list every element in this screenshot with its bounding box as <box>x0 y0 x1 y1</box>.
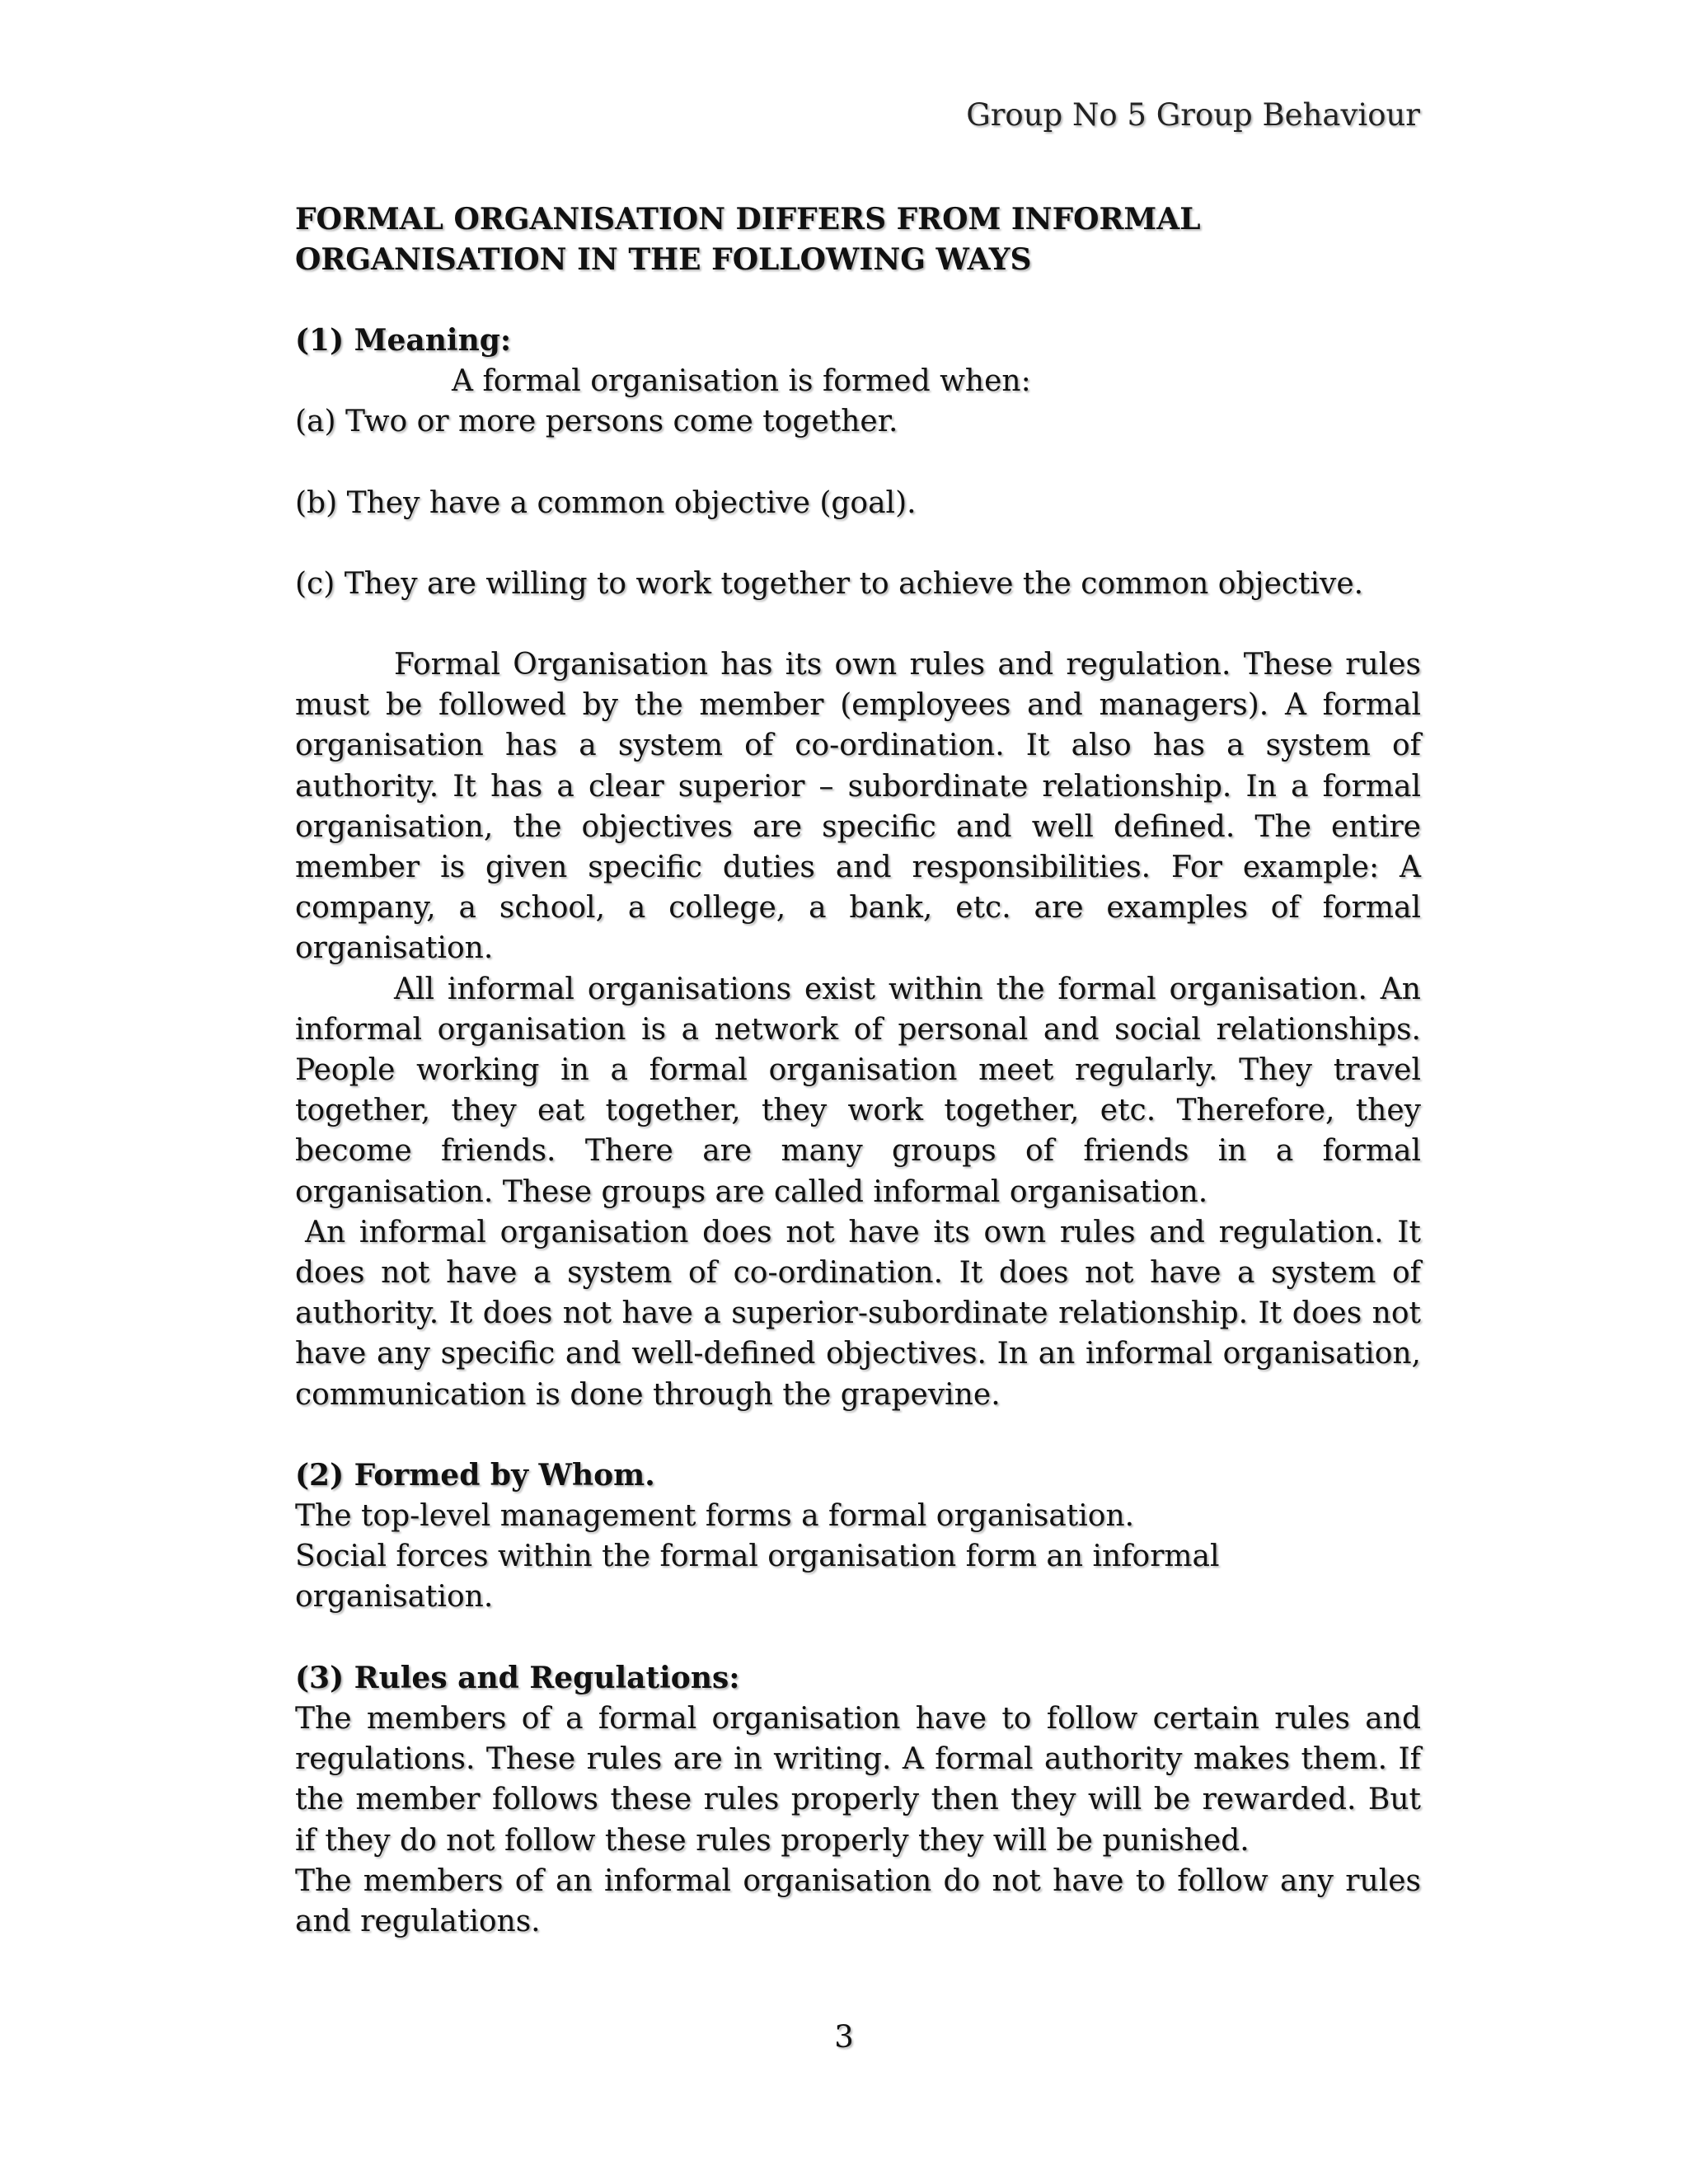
page-number: 3 <box>834 2019 854 2055</box>
paragraph-informal-characteristics: An informal organisation does not have its own rules and regulation. It does not have a system of co-ordination. It does not have a system of authority. It does not have a superior-subordinate relationship. It does not have any specific and well-defined objectives. In an informal organisation, communication is done through the grapevine. <box>295 1215 1421 1412</box>
page-title <box>295 199 1202 280</box>
page-content <box>295 199 1421 1942</box>
list-item: (c) They are willing to work together to achieve the common objective. <box>295 566 1364 601</box>
page-title-line-2: ORGANISATION IN THE FOLLOWING WAYS <box>295 242 1032 277</box>
paragraph-informal-rules: The members of an informal organisation do not have to follow any rules and regulations. <box>295 1863 1421 1938</box>
section-heading-formed-by: (2) Formed by Whom. <box>295 1457 655 1493</box>
formed-by-line: The top-level management forms a formal organisation. <box>295 1499 1135 1534</box>
section-heading-meaning: (1) Meaning: <box>295 323 512 358</box>
list-item: (a) Two or more persons come together. <box>295 405 898 439</box>
list-item: (b) They have a common objective (goal). <box>295 485 917 520</box>
section-heading-rules: (3) Rules and Regulations: <box>295 1660 740 1695</box>
paragraph-formal-organisation: Formal Organisation has its own rules and regulation. These rules must be followed by the member (employees and managers). A formal organisation has a system of co-ordination. It also has a system of authority. It has a clear superior – subordinate relationship. In a formal organisation, the objectives are specific and well defined. The entire member is given specific duties and responsibilities. For example: A company, a school, a college, a bank, etc. are examples of formal organisation. <box>295 648 1421 966</box>
paragraph-formal-rules: The members of a formal organisation have to follow certain rules and regulations. These rules are in writing. A formal authority makes them. If the member follows these rules properly then they will be rewarded. But if they do not follow these rules properly they will be punished. <box>295 1701 1421 1858</box>
meaning-intro: A formal organisation is formed when: <box>452 364 1031 399</box>
paragraph-informal-organisation: All informal organisations exist within the formal organisation. An informal organisation is a network of personal and social relationships. People working in a formal organisation meet regularly. They travel together, they eat together, they work together, etc. Therefore, they become friends. There are many groups of friends in a formal organisation. These groups are called informal organisation. <box>295 972 1421 1209</box>
formed-by-line: Social forces within the formal organisation form an informal organisation. <box>295 1540 1220 1615</box>
running-header: Group No 5 Group Behaviour <box>966 97 1420 133</box>
page-title-line-1: FORMAL ORGANISATION DIFFERS FROM INFORMAL <box>295 202 1201 237</box>
